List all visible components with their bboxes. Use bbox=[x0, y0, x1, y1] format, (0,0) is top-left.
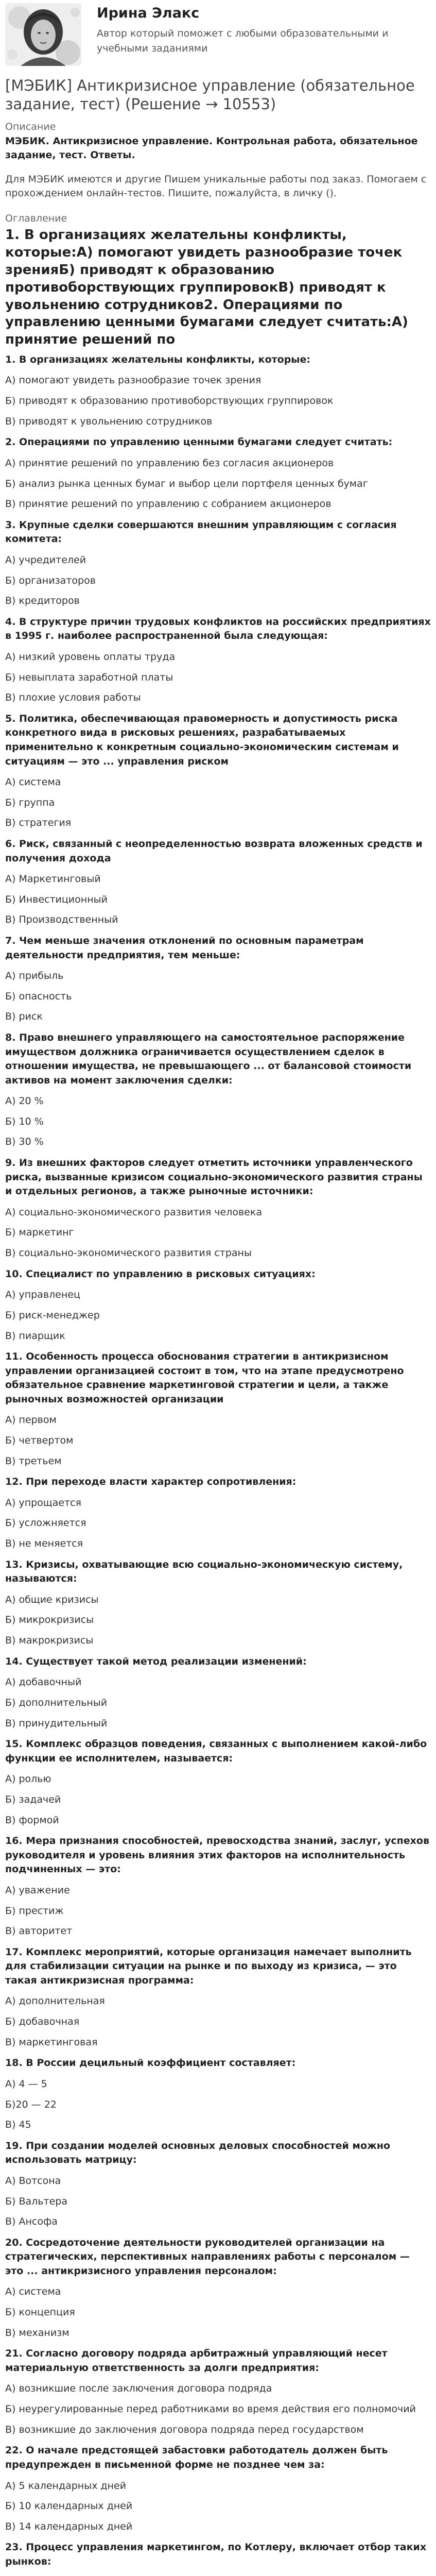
answer-option: Б) неурегулированные перед работниками во время действия его полномочий bbox=[5, 2403, 416, 2415]
answer-option: В) 30 % bbox=[5, 1136, 44, 1148]
answer-option: А) система bbox=[5, 2286, 61, 2298]
answer-option: А) принятие решений по управлению без согласия акционеров bbox=[5, 457, 334, 469]
answer-option: А) общие кризисы bbox=[5, 1594, 99, 1605]
answer-option: А) первом bbox=[5, 1414, 57, 1426]
author-description: Автор который поможет с любыми образовательными и учебными заданиями bbox=[97, 28, 389, 54]
question-text: 3. Крупные сделки совершаются внешним управляющим с согласия комитета: bbox=[5, 519, 397, 545]
answer-option: Б) четвертом bbox=[5, 1434, 74, 1446]
question-text: 22. О начале предстоящей забастовки работодатель должен быть предупрежден в письменной форме не позднее чем за: bbox=[5, 2445, 388, 2470]
question-text: 6. Риск, связанный с неопределенностью возврата вложенных средств и получения дохода bbox=[5, 838, 423, 864]
answer-option: В) риск bbox=[5, 1011, 43, 1023]
toc-label: Оглавление bbox=[5, 213, 67, 225]
answer-option: А) добавочный bbox=[5, 1676, 82, 1688]
question-text: 18. В России децильный коэффициент составляет: bbox=[5, 2057, 296, 2069]
answer-option: Б) приводят к образованию противоборствующих группировок bbox=[5, 395, 334, 407]
toc-summary: 1. В организациях желательны конфликты, которые:А) помогают увидеть разнообразие точек зренияБ) приводят к образованию противоборствующих группировокВ) приводят к увольнению сотрудников2. Операциями по управлению ценными бумагами следует считать:А) принятие решений по bbox=[5, 227, 408, 348]
answer-option: В) авторитет bbox=[5, 1925, 73, 1937]
answer-option: Б) концепция bbox=[5, 2307, 75, 2318]
answer-option: Б) опасность bbox=[5, 990, 72, 1002]
answer-option: А) уважение bbox=[5, 1884, 70, 1896]
answer-option: В) третьем bbox=[5, 1455, 62, 1467]
author-info bbox=[97, 3, 406, 56]
answer-option: Б) Инвестиционный bbox=[5, 893, 108, 905]
answer-option: Б) группа bbox=[5, 796, 55, 808]
question-text: 23. Процесс управления маркетингом, по Котлеру, включает отбор таких рынков: bbox=[5, 2541, 427, 2567]
answer-option: А) Вотсона bbox=[5, 2175, 61, 2187]
answer-option: Б)20 — 22 bbox=[5, 2098, 57, 2110]
answer-option: В) 45 bbox=[5, 2119, 31, 2131]
answer-option: А) управленец bbox=[5, 1289, 80, 1301]
question-text: 11. Особенность процесса обоснования стратегии в антикризисном управлении организацией состоит в том, что на этапе предусмотрено обязательное сравнение маркетинговой стратегии и цели, а также рыночных возможностей организации bbox=[5, 1351, 404, 1405]
question-text: 1. В организациях желательны конфликты, которые: bbox=[5, 353, 310, 365]
answer-option: А) Маркетинговый bbox=[5, 873, 101, 885]
question-text: 9. Из внешних факторов следует отметить источники управленческого риска, вызванные кризисом социально-экономического развития страны и отдельных регионов, а также рыночные источники: bbox=[5, 1157, 423, 1197]
answer-option: В) принятие решений по управлению с собранием акционеров bbox=[5, 498, 332, 510]
answer-option: В) формой bbox=[5, 1814, 59, 1826]
question-text: 7. Чем меньше значения отклонений по основным параметрам деятельности предприятия, тем меньше: bbox=[5, 935, 364, 961]
answer-option: А) система bbox=[5, 776, 61, 788]
answer-option: В) социально-экономического развития страны bbox=[5, 1247, 252, 1259]
answer-option: В) не меняется bbox=[5, 1538, 83, 1550]
answer-option: В) маркетинговая bbox=[5, 2036, 98, 2048]
answer-option: Б) анализ рынка ценных бумаг и выбор цели портфеля ценных бумаг bbox=[5, 478, 368, 489]
answer-option: Б) Вальтера bbox=[5, 2195, 67, 2207]
question-text: 20. Сосредоточение деятельности руководителей организации на стратегических, перспективных направлениях работы с персоналом — это ... антикризисного управления персоналом: bbox=[5, 2236, 410, 2277]
answer-option: А) 4 — 5 bbox=[5, 2078, 47, 2090]
question-text: 4. В структуре причин трудовых конфликтов на российских предприятиях в 1995 г. наиболее распространенной была следующая: bbox=[5, 616, 431, 642]
description-text: Для МЭБИК имеются и другие Пишем уникальные работы под заказ. Помогаем с прохождением онлайн-тестов. Пишите, пожалуйста, в личку (). bbox=[5, 174, 427, 199]
question-text: 5. Политика, обеспечивающая правомерность и допустимость риска конкретного вида в рисковых решениях, разрабатываемых применительно к конкретным социально-экономическим системам и ситуациям — это ... управления риском bbox=[5, 713, 399, 767]
answer-option: А) низкий уровень оплаты труда bbox=[5, 651, 176, 663]
answer-option: А) помогают увидеть разнообразие точек зрения bbox=[5, 375, 261, 386]
question-text: 12. При переходе власти характер сопротивления: bbox=[5, 1476, 297, 1488]
question-text: 15. Комплекс образцов поведения, связанных с выполнением какой-либо функции ее исполнителем, называется: bbox=[5, 1738, 427, 1764]
answer-option: Б) добавочная bbox=[5, 2016, 80, 2028]
answer-option: В) 14 календарных дней bbox=[5, 2520, 133, 2532]
answer-option: В) кредиторов bbox=[5, 595, 80, 607]
answer-option: А) учредителей bbox=[5, 554, 86, 566]
answer-option: В) механизм bbox=[5, 2327, 69, 2338]
question-text: 10. Специалист по управлению в рисковых ситуациях: bbox=[5, 1268, 316, 1280]
answer-option: Б) маркетинг bbox=[5, 1227, 74, 1239]
answer-option: В) Ансофа bbox=[5, 2216, 58, 2228]
answer-option: В) принудительный bbox=[5, 1717, 108, 1729]
question-list bbox=[5, 353, 431, 2576]
answer-option: А) дополнительная bbox=[5, 1995, 105, 2007]
answer-option: В) макрокризисы bbox=[5, 1635, 94, 1647]
answer-option: Б) 10 % bbox=[5, 1115, 44, 1127]
answer-option: Б) невыплата заработной платы bbox=[5, 671, 173, 683]
portrait-avatar-icon bbox=[5, 3, 81, 66]
document-title: [МЭБИК] Антикризисное управление (обязательное задание, тест) (Решение → 10553) bbox=[5, 77, 415, 113]
answer-option: А) 5 календарных дней bbox=[5, 2480, 127, 2492]
answer-option: Б) дополнительный bbox=[5, 1697, 108, 1708]
question-text: 21. Согласно договору подряда арбитражный управляющий несет материальную ответственность за долги предприятия: bbox=[5, 2348, 388, 2374]
question-text: 8. Право внешнего управляющего на самостоятельное распоряжение имуществом должника ограничивается осуществлением сделок в отношении имущества, не превышающего ... от балансовой стоимости активов на момент заключения сделки: bbox=[5, 1032, 412, 1086]
answer-option: А) ролью bbox=[5, 1773, 51, 1785]
answer-option: Б) микрокризисы bbox=[5, 1614, 94, 1626]
answer-option: В) приводят к увольнению сотрудников bbox=[5, 415, 213, 427]
question-text: 2. Операциями по управлению ценными бумагами следует считать: bbox=[5, 436, 393, 448]
answer-option: А) возникшие после заключения договора подряда bbox=[5, 2383, 272, 2395]
answer-option: В) Производственный bbox=[5, 914, 118, 926]
question-text: 17. Комплекс мероприятий, которые организация намечает выполнить для стабилизации ситуации на рынке и по выходу из кризиса, — это такая антикризисная программа: bbox=[5, 1946, 412, 1986]
answer-option: Б) 10 календарных дней bbox=[5, 2500, 133, 2512]
avatar[interactable] bbox=[5, 3, 81, 66]
question-text: 16. Мера признания способностей, превосходства знаний, заслуг, успехов руководителя и уровень влияния этих факторов на исполнительность подчиненных — это: bbox=[5, 1835, 429, 1875]
description-bold: МЭБИК. Антикризисное управление. Контрольная работа, обязательное задание, тест. Ответы. bbox=[5, 135, 418, 161]
answer-option: А) упрощается bbox=[5, 1497, 81, 1509]
answer-option: В) стратегия bbox=[5, 817, 72, 829]
answer-option: Б) организаторов bbox=[5, 574, 96, 586]
answer-option: Б) усложняется bbox=[5, 1517, 86, 1529]
answer-option: А) социально-экономического развития человека bbox=[5, 1206, 262, 1218]
answer-option: В) возникшие до заключения договора подряда перед государством bbox=[5, 2424, 364, 2435]
author-name[interactable]: Ирина Элакс bbox=[97, 5, 200, 21]
answer-option: А) прибыль bbox=[5, 970, 64, 982]
question-text: 19. При создании моделей основных деловых способностей можно использовать матрицу: bbox=[5, 2140, 391, 2166]
answer-option: Б) престиж bbox=[5, 1905, 64, 1917]
answer-option: Б) риск-менеджер bbox=[5, 1309, 100, 1321]
author-header bbox=[5, 0, 431, 66]
answer-option: Б) задачей bbox=[5, 1793, 61, 1805]
question-text: 14. Существует такой метод реализации изменений: bbox=[5, 1655, 307, 1667]
description-label: Описание bbox=[5, 121, 56, 132]
answer-option: В) пиарщик bbox=[5, 1330, 65, 1342]
answer-option: А) 20 % bbox=[5, 1095, 44, 1107]
answer-option: В) плохие условия работы bbox=[5, 692, 141, 704]
question-text: 13. Кризисы, охватывающие всю социально-экономическую систему, называются: bbox=[5, 1558, 403, 1585]
